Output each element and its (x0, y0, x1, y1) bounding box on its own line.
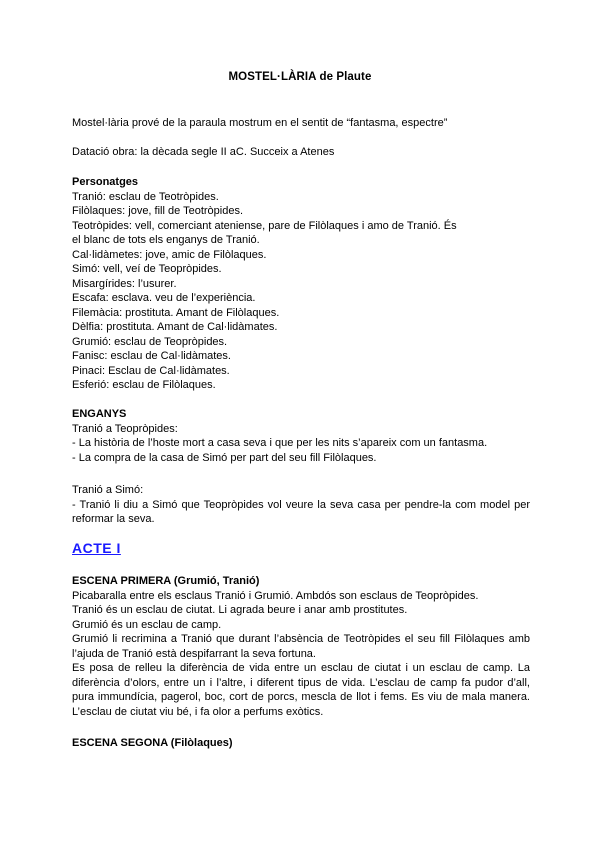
scene1-paragraph: Es posa de relleu la diferència de vida entre un esclau de ciutat i un esclau de camp. La diferència d’olors, entre un i l’altre, i diferent tipus de vida. L’esclau de camp fa pudor d’all, pura immundícia, pagerol, boc, cort de porcs, mescla de llot i fems. Es viu de mala manera. L’esclau de ciutat viu bé, i fa olor a perfums exòtics. (72, 662, 530, 718)
character-line: Pinaci: Esclau de Cal·lidàmates. (72, 364, 230, 377)
enganys-heading: ENGANYS (72, 408, 127, 420)
intro-etymology-text: Mostel·lària prové de la paraula mostrum en el sentit de “fantasma, espectre” (72, 117, 448, 129)
character-line: Filòlaques: jove, fill de Teotròpides. (72, 205, 244, 217)
scene1-heading: ESCENA PRIMERA (Grumió, Tranió) (72, 575, 260, 587)
scene1-section (72, 574, 530, 719)
scene2-heading: ESCENA SEGONA (Filòlaques) (72, 737, 233, 749)
enganys-group2 (72, 483, 530, 527)
character-line: Teotròpides: vell, comerciant ateniense, pare de Filòlaques i amo de Tranió. És (72, 219, 457, 232)
scene2-section (72, 736, 530, 751)
intro-dating (72, 145, 530, 160)
characters-heading: Personatges (72, 176, 139, 188)
character-line: Escafa: esclava. veu de l’experiència. (72, 292, 256, 304)
acte-heading[interactable]: ACTE I (72, 540, 121, 556)
character-line: Cal·lidàmetes: jove, amic de Filòlaques. (72, 248, 267, 261)
enganys-item: - La història de l’hoste mort a casa seva i que per les nits s’apareix com un fantasma. (72, 437, 488, 449)
scene1-paragraph: Grumió li recrimina a Tranió que durant l’absència de Teotròpides el seu fill Filòlaques amb l’ajuda de Tranió està despifarrant la seva fortuna. (72, 633, 530, 660)
enganys-group2-title: Tranió a Simó: (72, 484, 144, 496)
characters-section (72, 175, 530, 393)
enganys-group2-item: - Tranió li diu a Simó que Teopròpides vol veure la seva casa per pendre-la com model per reformar la seva. (72, 498, 530, 525)
scene1-paragraph: Grumió és un esclau de camp. (72, 618, 222, 631)
enganys-group1-title: Tranió a Teopròpides: (72, 422, 178, 435)
character-line: el blanc de tots els enganys de Tranió. (72, 234, 260, 246)
character-line: Esferió: esclau de Filòlaques. (72, 379, 216, 391)
scene1-paragraph: Picabaralla entre els esclaus Tranió i Grumió. Ambdós son esclaus de Teopròpides. (72, 589, 479, 602)
scene1-paragraph: Tranió és un esclau de ciutat. Li agrada beure i anar amb prostitutes. (72, 604, 408, 616)
character-line: Tranió: esclau de Teotròpides. (72, 190, 219, 203)
character-line: Misargírides: l’usurer. (72, 277, 177, 290)
character-line: Simó: vell, veí de Teopròpides. (72, 263, 222, 275)
intro-dating-text: Datació obra: la dècada segle II aC. Succeix a Atenes (72, 146, 335, 158)
character-line: Grumió: esclau de Teopròpides. (72, 335, 228, 348)
character-line: Filemàcia: prostituta. Amant de Filòlaques. (72, 306, 280, 319)
enganys-item: - La compra de la casa de Simó per part del seu fill Filòlaques. (72, 451, 377, 464)
character-line: Dèlfia: prostituta. Amant de Cal·lidàmates. (72, 321, 278, 333)
intro-etymology (72, 116, 530, 131)
document-title: MOSTEL·LÀRIA de Plaute (228, 71, 372, 83)
enganys-section (72, 407, 530, 465)
character-line: Fanisc: esclau de Cal·lidàmates. (72, 350, 231, 362)
